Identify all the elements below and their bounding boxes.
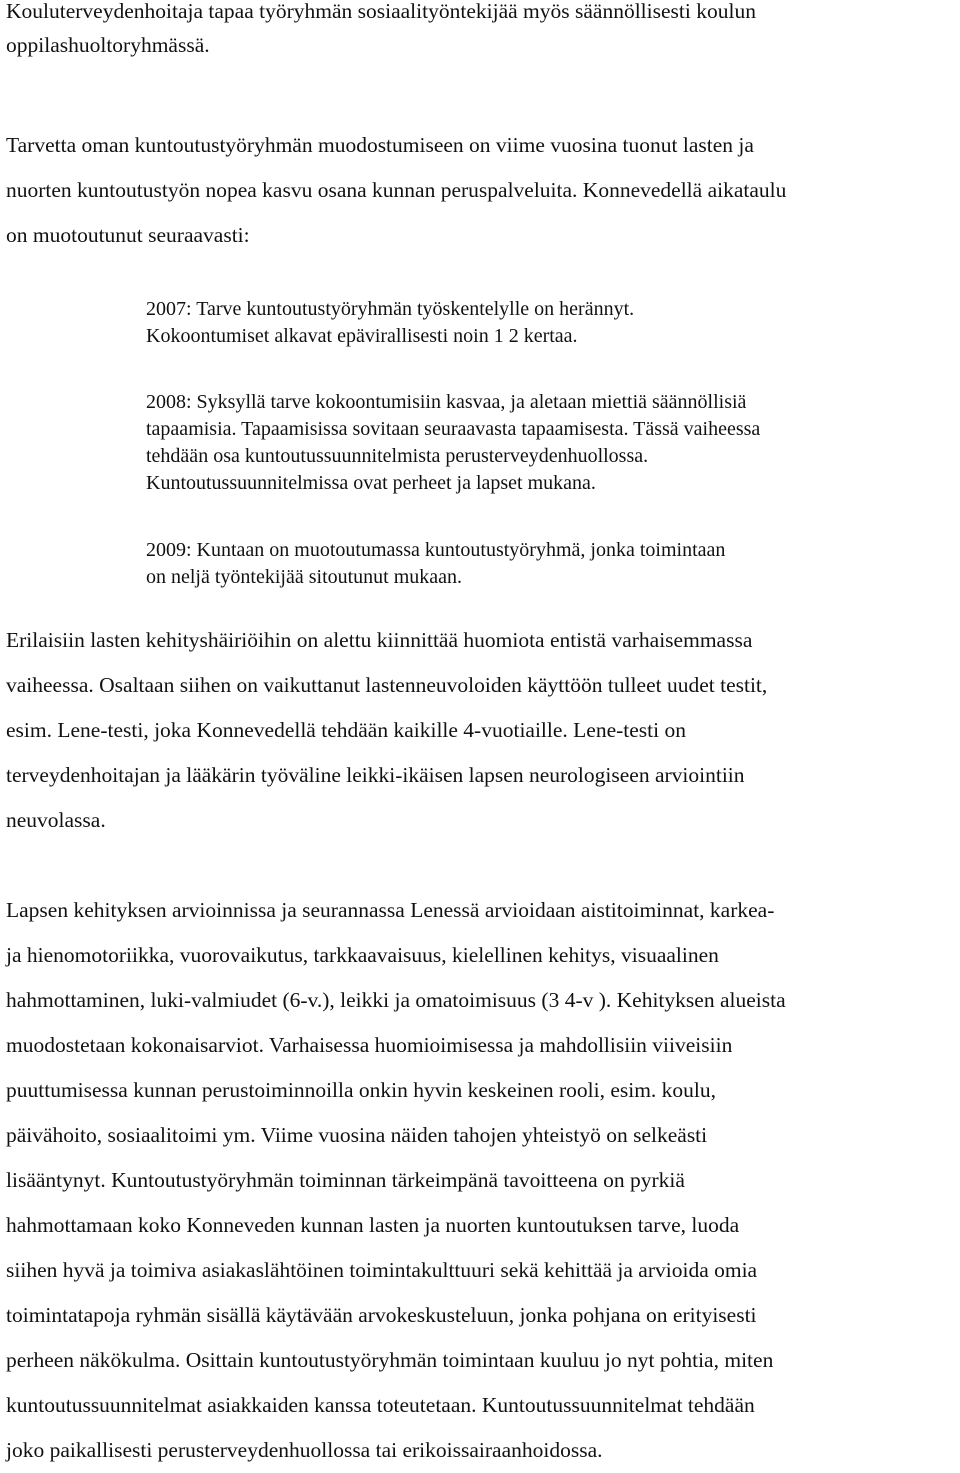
timeline-2007 [146,296,946,350]
paragraph-4 [6,888,954,1473]
text-line: 2007: Tarve kuntoutustyöryhmän työskentelylle on herännyt. [146,298,635,320]
text-line: hahmottamaan koko Konneveden kunnan lasten ja nuorten kuntoutuksen tarve, luoda [6,1213,740,1237]
text-line: vaiheessa. Osaltaan siihen on vaikuttanut lastenneuvoloiden käyttöön tulleet uudet testit, [6,673,768,697]
text-line: oppilashuoltoryhmässä. [6,33,210,57]
timeline-2008 [146,389,946,497]
text-line: joko paikallisesti perusterveydenhuollossa tai erikoissairaanhoidossa. [6,1438,603,1462]
text-line: Kouluterveydenhoitaja tapaa työryhmän sosiaalityöntekijää myös säännöllisesti koulun [6,0,756,23]
text-line: perheen näkökulma. Osittain kuntoutustyöryhmän toimintaan kuuluu jo nyt pohtia, miten [6,1348,774,1372]
text-line: Kuntoutussuunnitelmissa ovat perheet ja lapset mukana. [146,472,596,494]
text-line: Kokoontumiset alkavat epävirallisesti noin 1 2 kertaa. [146,325,578,347]
text-line: nuorten kuntoutustyön nopea kasvu osana kunnan peruspalveluita. Konnevedellä aikataulu [6,178,787,202]
text-line: esim. Lene-testi, joka Konnevedellä tehdään kaikille 4-vuotiaille. Lene-testi on [6,718,687,742]
text-line: päivähoito, sosiaalitoimi ym. Viime vuosina näiden tahojen yhteistyö on selkeästi [6,1123,708,1147]
text-line: hahmottaminen, luki-valmiudet (6-v.), leikki ja omatoimisuus (3 4-v ). Kehityksen alueista [6,988,786,1012]
text-line: 2009: Kuntaan on muotoutumassa kuntoutustyöryhmä, jonka toimintaan [146,539,726,561]
text-line: Tarvetta oman kuntoutustyöryhmän muodostumiseen on viime vuosina tuonut lasten ja [6,133,754,157]
text-line: Lapsen kehityksen arvioinnissa ja seurannassa Lenessä arvioidaan aistitoiminnat, karkea- [6,898,775,922]
timeline-2009 [146,537,946,591]
text-line: Erilaisiin lasten kehityshäiriöihin on alettu kiinnittää huomiota entistä varhaisemmassa [6,628,753,652]
text-line: ja hienomotoriikka, vuorovaikutus, tarkkaavaisuus, kielellinen kehitys, visuaalinen [6,943,719,967]
text-line: tehdään osa kuntoutussuunnitelmista perusterveydenhuollossa. [146,445,649,467]
text-line: neuvolassa. [6,808,106,832]
text-line: kuntoutussuunnitelmat asiakkaiden kanssa toteutetaan. Kuntoutussuunnitelmat tehdään [6,1393,755,1417]
paragraph-3 [6,618,954,843]
text-line: siihen hyvä ja toimiva asiakaslähtöinen toimintakulttuuri sekä kehittää ja arvioida omia [6,1258,758,1282]
paragraph-1 [6,0,954,62]
text-line: puuttumisessa kunnan perustoiminnoilla onkin hyvin keskeinen rooli, esim. koulu, [6,1078,717,1102]
text-line: toimintatapoja ryhmän sisällä käytävään arvokeskusteluun, jonka pohjana on erityisesti [6,1303,757,1327]
text-line: tapaamisia. Tapaamisissa sovitaan seuraavasta tapaamisesta. Tässä vaiheessa [146,418,761,440]
paragraph-2 [6,123,954,258]
text-line: on neljä työntekijää sitoutunut mukaan. [146,566,463,588]
text-line: 2008: Syksyllä tarve kokoontumisiin kasvaa, ja aletaan miettiä säännöllisiä [146,391,747,413]
text-line: muodostetaan kokonaisarviot. Varhaisessa huomioimisessa ja mahdollisiin viiveisiin [6,1033,733,1057]
text-line: lisääntynyt. Kuntoutustyöryhmän toiminnan tärkeimpänä tavoitteena on pyrkiä [6,1168,685,1192]
text-line: terveydenhoitajan ja lääkärin työväline leikki-ikäisen lapsen neurologiseen arviointiin [6,763,745,787]
text-line: on muotoutunut seuraavasti: [6,223,250,247]
